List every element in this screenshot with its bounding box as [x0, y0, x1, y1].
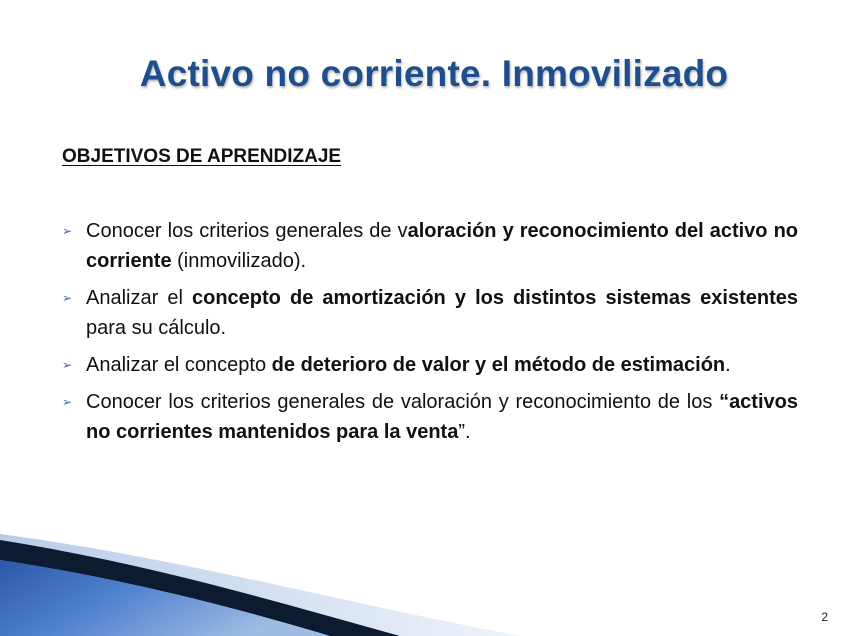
decorative-swoosh [0, 520, 848, 636]
section-heading: OBJETIVOS DE APRENDIZAJE [62, 146, 342, 167]
objective-text: Analizar el concepto [86, 354, 272, 376]
objective-text: para su cálculo. [86, 317, 227, 339]
objective-text: Conocer los criterios generales de v [86, 220, 408, 242]
objectives-list [62, 216, 798, 454]
objective-item [62, 216, 798, 276]
objective-item [62, 283, 798, 343]
objective-text: . [725, 354, 731, 376]
arrow-bullet-icon: ➢ [62, 224, 73, 238]
objective-text: Conocer los criterios generales de valoración y reconocimiento de los [86, 391, 720, 413]
objective-bold-text: de deterioro de valor y el método de estimación [271, 354, 726, 376]
objective-item [62, 350, 798, 380]
arrow-bullet-icon: ➢ [62, 358, 73, 372]
page-number: 2 [821, 610, 828, 624]
objective-text: Analizar el [86, 287, 192, 309]
objective-text: (inmovilizado). [171, 250, 307, 272]
arrow-bullet-icon: ➢ [62, 291, 73, 305]
objective-bold-text: aloración y reconocimiento del activo no corriente [86, 220, 799, 272]
objective-text: ”. [458, 421, 471, 443]
arrow-bullet-icon: ➢ [62, 395, 73, 409]
objective-item [62, 387, 798, 447]
objective-bold-text: concepto de amortización y los distintos sistemas existentes [192, 287, 798, 309]
objective-bold-text: “activos no corrientes mantenidos para la venta [86, 391, 798, 443]
slide-title: Activo no corriente. Inmovilizado [139, 53, 729, 94]
